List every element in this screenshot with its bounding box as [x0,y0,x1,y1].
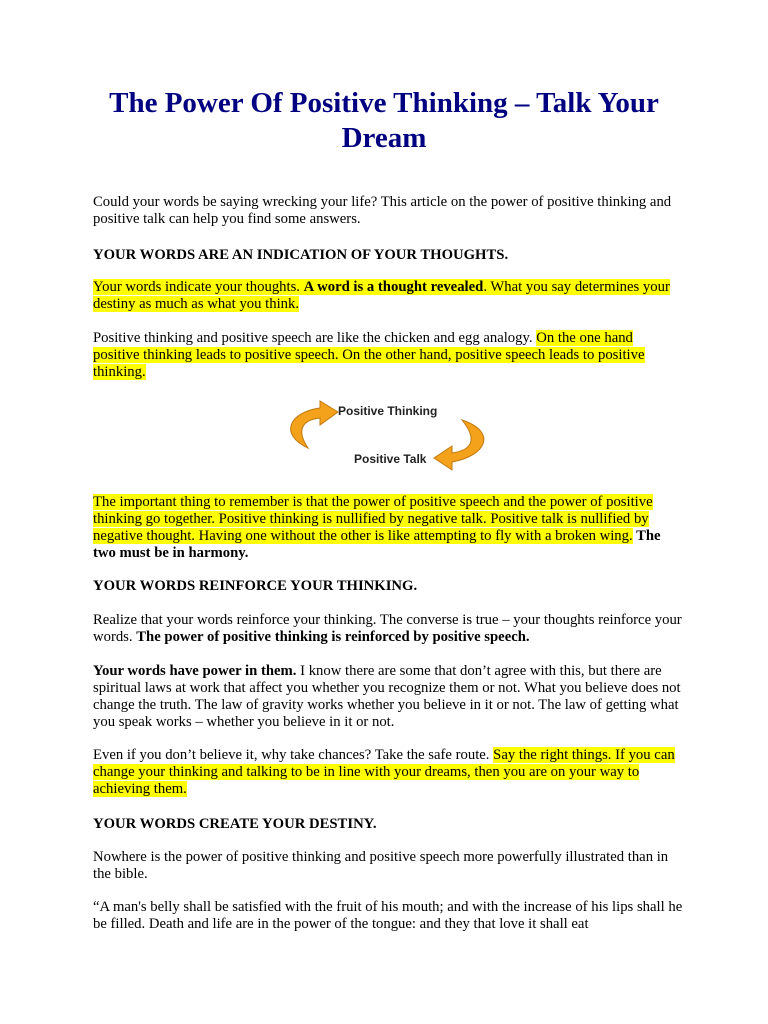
bold-text: The two must be in harmony. [93,528,661,561]
paragraph-chicken-egg [93,330,683,381]
section-heading-reinforce [93,578,683,595]
highlight-text: . What you say determines your destiny as much as what you think. [93,279,670,312]
page-title: The Power Of Positive Thinking – Talk Your Dream [109,87,659,154]
section-heading-thoughts [93,247,683,264]
paragraph-quote: “A man's belly shall be satisfied with the fruit of his mouth; and with the increase of his lips shall he be filled. Death and life are in the power of the tongue: and they that love it shall eat [93,899,683,932]
paragraph-power-in-words [93,663,683,731]
plain-text: Even if you don’t believe it, why take chances? Take the safe route. [93,747,494,763]
label-positive-thinking: Positive Thinking [338,404,438,418]
highlight-text: On the one hand positive thinking leads to positive speech. On the other hand, positive speech leads to positive thinking. [93,330,645,380]
highlight-text: Say the right things. If you can change your thinking and talking to be in line with your dreams, then you are on your way to achieving them. [93,747,675,797]
highlight-text: The important thing to remember is that the power of positive speech and the power of positive thinking go together. Positive thinking is nullified by negative talk. Positive talk is nullified by negative thought. Having one without the other is like attempting to fly with a broken wing. [93,494,653,544]
plain-text: I know there are some that don’t agree with this, but there are spiritual laws at work that affect you whether you recognize them or not. What you believe does not change the truth. The law of gravity works whether you believe in it or not. The law of getting what you speak works – whether you believe in it or not. [93,663,681,730]
positive-cycle-diagram [276,398,498,472]
highlight-bold-text [304,279,484,295]
section-heading-destiny [93,816,683,833]
heading-text: YOUR WORDS ARE AN INDICATION OF YOUR THOUGHTS. [93,247,509,263]
paragraph-harmony [93,494,683,562]
heading-text: YOUR WORDS CREATE YOUR DESTINY. [93,816,377,832]
paragraph-safe-route [93,747,683,798]
plain-text: Positive thinking and positive speech are like the chicken and egg analogy. [93,330,537,346]
plain-text: Realize that your words reinforce your thinking. The converse is true – your thoughts reinforce your words. [93,612,682,645]
heading-text: YOUR WORDS REINFORCE YOUR THINKING. [93,578,418,594]
highlight-text: Your words indicate your thoughts. [93,279,304,295]
upper-cycle-arrow [291,401,338,448]
bold-text: Your words have power in them. [93,663,297,679]
label-positive-talk: Positive Talk [354,452,427,466]
paragraph-words-indicate [93,279,683,313]
paragraph-reinforce [93,612,683,646]
intro-paragraph: Could your words be saying wrecking your life? This article on the power of positive thinking and positive talk can help you find some answers. [93,194,672,227]
paragraph-bible: Nowhere is the power of positive thinking and positive speech more powerfully illustrated than in the bible. [93,849,669,882]
lower-cycle-arrow [434,420,484,470]
bold-text: The power of positive thinking is reinforced by positive speech. [136,629,530,645]
bold-text: A word is a thought revealed [303,279,484,295]
